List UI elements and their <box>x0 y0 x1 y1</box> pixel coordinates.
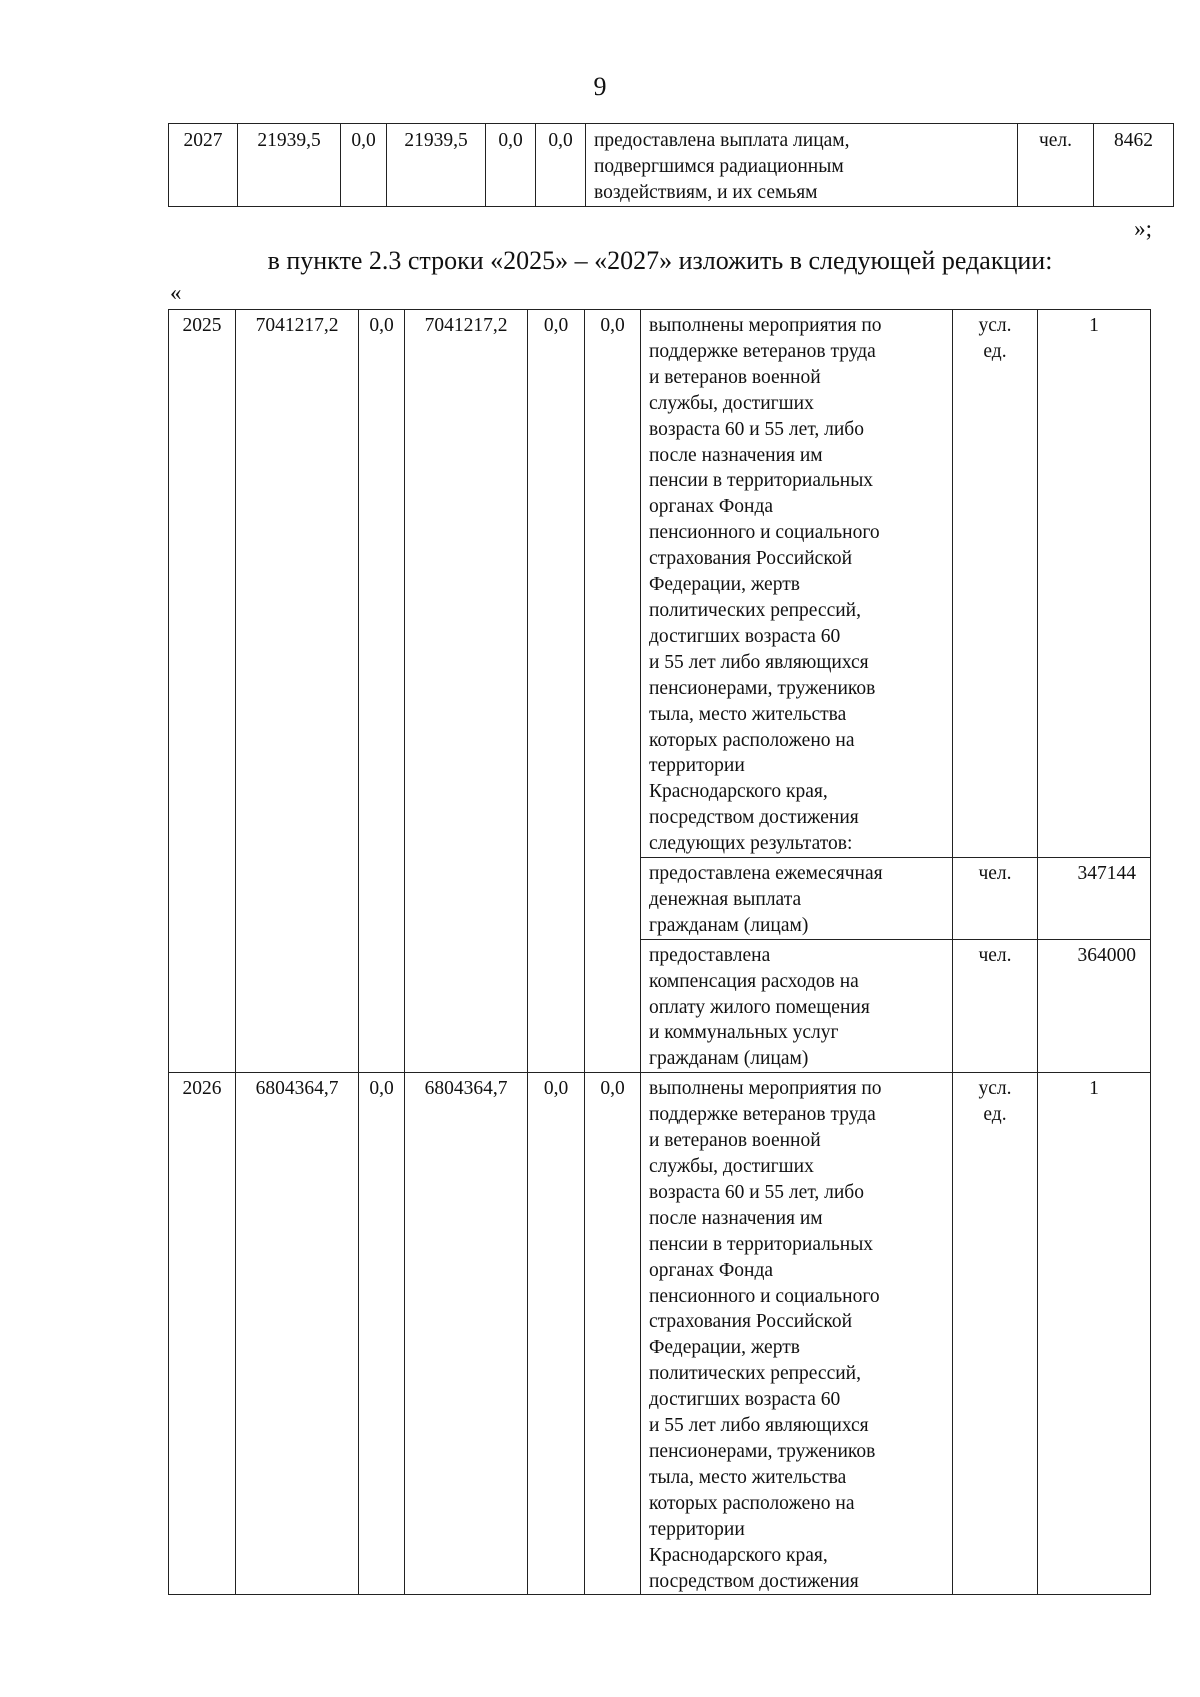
top-table <box>168 123 1174 207</box>
description-line: воздействиям, и их семьям <box>594 181 818 203</box>
unit-line: ед. <box>983 340 1007 362</box>
description-line: после назначения им <box>649 444 823 466</box>
total-cell: 6804364,7 <box>236 1073 359 1595</box>
description-line: поддержке ветеранов труда <box>649 340 876 362</box>
description-line: Краснодарского края, <box>649 1544 828 1566</box>
description-line: возраста 60 и 55 лет, либо <box>649 418 864 440</box>
col5-cell: 0,0 <box>486 124 536 207</box>
description-line: достигших возраста 60 <box>649 1389 841 1411</box>
closing-quote: »; <box>1134 216 1152 241</box>
description-line: пенсионного и социального <box>649 1285 880 1307</box>
total-cell: 7041217,2 <box>236 310 359 1073</box>
description-line: службы, достигших <box>649 1156 814 1177</box>
col5-cell: 0,0 <box>528 310 585 1073</box>
description-line: предоставлена ежемесячная <box>649 863 883 885</box>
description-line: Федерации, жертв <box>649 574 800 596</box>
description-line: денежная выплата <box>649 888 802 910</box>
table-row <box>169 310 1151 858</box>
table-row <box>169 124 1174 207</box>
table-row <box>169 1073 1151 1595</box>
description-cell <box>641 858 953 940</box>
description-line: которых расположено на <box>649 729 855 751</box>
description-line: страхования Российской <box>649 548 852 570</box>
description-line: и коммунальных услуг <box>649 1022 839 1044</box>
description-line: Краснодарского края, <box>649 781 828 803</box>
page-number: 9 <box>593 72 607 101</box>
value-cell: 364000 <box>1038 939 1151 1073</box>
description-line: пенсионерами, тружеников <box>649 1440 876 1462</box>
description-cell <box>641 310 953 858</box>
col4-cell: 7041217,2 <box>405 310 528 1073</box>
description-line: и 55 лет либо являющихся <box>649 1415 869 1437</box>
year-cell: 2026 <box>169 1073 236 1595</box>
unit-cell <box>953 1073 1038 1595</box>
description-line: выполнены мероприятия по <box>649 315 882 336</box>
description-cell <box>641 939 953 1073</box>
value-cell: 347144 <box>1038 858 1151 940</box>
description-line: органах Фонда <box>649 496 774 518</box>
description-line: пенсионного и социального <box>649 522 880 544</box>
col3-cell: 0,0 <box>341 124 387 207</box>
description-line: территории <box>649 755 745 777</box>
col6-cell: 0,0 <box>585 1073 641 1595</box>
description-cell <box>586 124 1018 207</box>
col4-cell: 21939,5 <box>387 124 486 207</box>
opening-quote: « <box>170 280 182 305</box>
description-line: органах Фонда <box>649 1259 774 1281</box>
col4-cell: 6804364,7 <box>405 1073 528 1595</box>
description-line: достигших возраста 60 <box>649 625 841 647</box>
instruction-text: в пункте 2.3 строки «2025» – «2027» изложить в следующей редакции: <box>267 246 1053 275</box>
unit-cell <box>953 939 1038 1073</box>
description-line: политических репрессий, <box>649 599 861 621</box>
col3-cell: 0,0 <box>359 1073 405 1595</box>
unit-cell: чел. <box>1018 124 1094 207</box>
main-table <box>168 309 1151 1595</box>
unit-line: усл. <box>978 1078 1012 1100</box>
description-line: пенсии в территориальных <box>649 1233 874 1255</box>
total-cell: 21939,5 <box>238 124 341 207</box>
description-line: и 55 лет либо являющихся <box>649 651 869 673</box>
unit-line: чел. <box>978 863 1012 885</box>
description-line: тыла, место жительства <box>649 1466 847 1488</box>
description-line: которых расположено на <box>649 1492 855 1514</box>
unit-line: усл. <box>978 315 1012 336</box>
description-line: Федерации, жертв <box>649 1337 800 1359</box>
value-cell: 8462 <box>1094 124 1174 207</box>
value-cell: 1 <box>1038 310 1151 858</box>
description-line: следующих результатов: <box>649 833 853 855</box>
unit-line: ед. <box>983 1104 1007 1126</box>
year-cell: 2027 <box>169 124 238 207</box>
description-line: предоставлена <box>649 944 771 966</box>
col6-cell: 0,0 <box>585 310 641 1073</box>
value-cell: 1 <box>1038 1073 1151 1595</box>
description-line: и ветеранов военной <box>649 1130 821 1152</box>
description-line: гражданам (лицам) <box>649 914 809 936</box>
description-line: выполнены мероприятия по <box>649 1078 882 1100</box>
description-line: и ветеранов военной <box>649 366 821 388</box>
description-line: территории <box>649 1518 745 1540</box>
description-line: оплату жилого помещения <box>649 996 870 1018</box>
description-line: страхования Российской <box>649 1311 852 1333</box>
col6-cell: 0,0 <box>536 124 586 207</box>
description-line: предоставлена выплата лицам, <box>594 130 850 151</box>
description-line: подвергшимся радиационным <box>594 155 844 177</box>
description-line: посредством достижения <box>649 807 859 829</box>
description-line: после назначения им <box>649 1207 823 1229</box>
col3-cell: 0,0 <box>359 310 405 1073</box>
col5-cell: 0,0 <box>528 1073 585 1595</box>
description-line: тыла, место жительства <box>649 703 847 725</box>
description-line: посредством достижения <box>649 1570 859 1592</box>
description-line: политических репрессий, <box>649 1363 861 1385</box>
description-line: возраста 60 и 55 лет, либо <box>649 1181 864 1203</box>
description-line: пенсионерами, тружеников <box>649 677 876 699</box>
description-line: поддержке ветеранов труда <box>649 1104 876 1126</box>
year-cell: 2025 <box>169 310 236 1073</box>
unit-cell <box>953 310 1038 858</box>
unit-cell <box>953 858 1038 940</box>
description-line: службы, достигших <box>649 392 814 414</box>
description-line: гражданам (лицам) <box>649 1048 809 1070</box>
description-line: пенсии в территориальных <box>649 470 874 492</box>
description-cell <box>641 1073 953 1595</box>
description-line: компенсация расходов на <box>649 970 859 992</box>
unit-line: чел. <box>978 944 1012 966</box>
